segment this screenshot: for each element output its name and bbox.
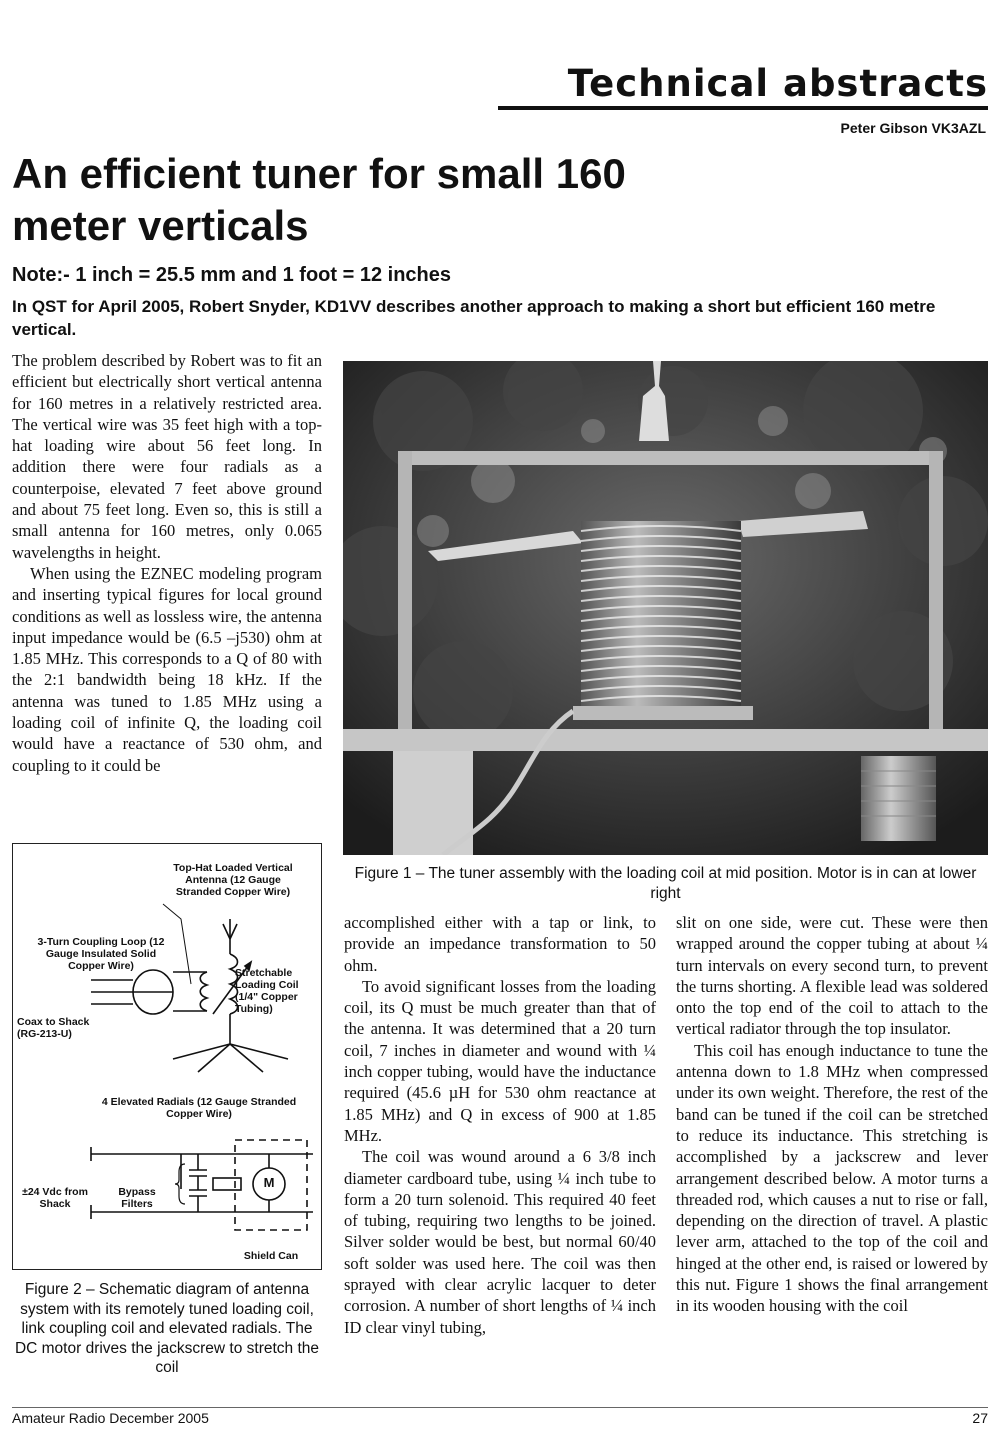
page-number: 27 (972, 1410, 988, 1426)
article-intro: In QST for April 2005, Robert Snyder, KD1VV describes another approach to making a short but efficient 160 metre vertical. (12, 297, 936, 339)
footer-publication: Amateur Radio December 2005 (12, 1410, 209, 1426)
label-motor: M (263, 1175, 275, 1190)
label-shield-can: Shield Can (243, 1250, 299, 1262)
label-bypass-filters: Bypass Filters (118, 1186, 156, 1210)
paragraph: This coil has enough inductance to tune the antenna down to 1.8 MHz when compressed under its own weight. Therefore, the rest of the band can be tuned if the coil can be stretched to reduce its inductance. This stretching is accomplished by a jackscrew and lever arrangement described below. A motor turns a threaded rod, which causes a nut to rise or fall, depending on the direction of travel. A plastic lever arm, attached to the top of the coil and hinged at the other end, is raised or lowered by this nut. Figure 1 shows the final arrangement in its wooden housing with the coil (676, 1040, 988, 1316)
label-power: ±24 Vdc from Shack (22, 1186, 88, 1210)
section-title: Technical abstracts (567, 62, 988, 105)
motor-can (861, 756, 936, 841)
paragraph: To avoid significant losses from the loading coil, its Q must be much greater than that of the antenna. It was determined that a 20 turn coil, 7 inches in diameter and wound with ¼ inch copper tubing, would have the inductance required (45.6 µH for 530 ohm reactance at 1.85 MHz) and Q in excess of 900 at 1.85 MHz. (344, 976, 656, 1145)
label-coupling-loop: 3-Turn Coupling Loop (12 Gauge Insulated Solid Copper Wire) (37, 936, 165, 972)
unit-note: Note:- 1 inch = 25.5 mm and 1 foot = 12 inches (12, 264, 452, 286)
paragraph: accomplished either with a tap or link, to provide an impedance transformation to 50 ohm. (344, 913, 656, 975)
article-headline: An efficient tuner for small 160 meter verticals (12, 150, 626, 249)
column-2 (344, 912, 656, 1338)
tuner-assembly-photo (343, 361, 988, 855)
footer-rule (12, 1407, 988, 1408)
figure2-caption: Figure 2 – Schematic diagram of antenna system with its remotely tuned loading coil, link coupling coil and elevated radials. The DC motor drives the jackscrew to stretch the coil (14, 1281, 320, 1376)
figure2-schematic (12, 843, 322, 1270)
author-byline: Peter Gibson VK3AZL (840, 120, 986, 136)
column-3 (676, 912, 988, 1317)
paragraph: The problem described by Robert was to fit an efficient but electrically short vertical antenna for 160 metres in a relatively restricted area. The vertical wire was 35 feet high with a top-hat loading wire about 56 feet long. In addition there were four radials as a counterpoise, elevated 7 feet above ground and about 75 feet long. Even so, this is still a small antenna for 160 metres, only 0.065 wavelengths in height. (12, 351, 322, 562)
figure1-photo (343, 361, 988, 855)
column-1 (12, 350, 322, 776)
figure1-caption: Figure 1 – The tuner assembly with the loading coil at mid position. Motor is in can at lower right (354, 865, 977, 902)
label-loading-coil: Stretchable Loading Coil (1/4" Copper Tubing) (235, 967, 299, 1015)
label-radials: 4 Elevated Radials (12 Gauge Stranded Copper Wire) (101, 1096, 297, 1120)
label-coax: Coax to Shack (RG-213-U) (17, 1016, 90, 1040)
paragraph: The coil was wound around a 6 3/8 inch diameter cardboard tube, using ¼ inch tube to form a 20 turn solenoid. This required 40 feet of tubing, requiring two lengths to be joined. Silver solder would be best, but normal 60/40 soft solder was used here. The coil was then sprayed with clear acrylic lacquer to deter corrosion. A number of short lengths of ¼ inch ID clear vinyl tubing, (344, 1147, 656, 1337)
label-antenna: Top-Hat Loaded Vertical Antenna (12 Gauge Stranded Copper Wire) (173, 862, 293, 898)
paragraph: slit on one side, were cut. These were then wrapped around the copper tubing at about ¼ turn intervals on every second turn, to prevent the turns shorting. A flexible lead was soldered onto the top end of the coil to attach to the vertical radiator through the top insulator. (676, 913, 988, 1039)
title-rule (498, 106, 988, 110)
paragraph: When using the EZNEC modeling program and inserting typical figures for local ground conditions as well as lossless wire, the antenna input impedance would be (6.5 –j530) ohm at 1.85 MHz. This corresponds to a Q of 80 with the 2:1 bandwidth being 18 kHz. If the antenna was tuned to 1.85 MHz using a loading coil of infinite Q, the loading coil would have a reactance of 530 ohm, and coupling to it could be (12, 563, 322, 775)
